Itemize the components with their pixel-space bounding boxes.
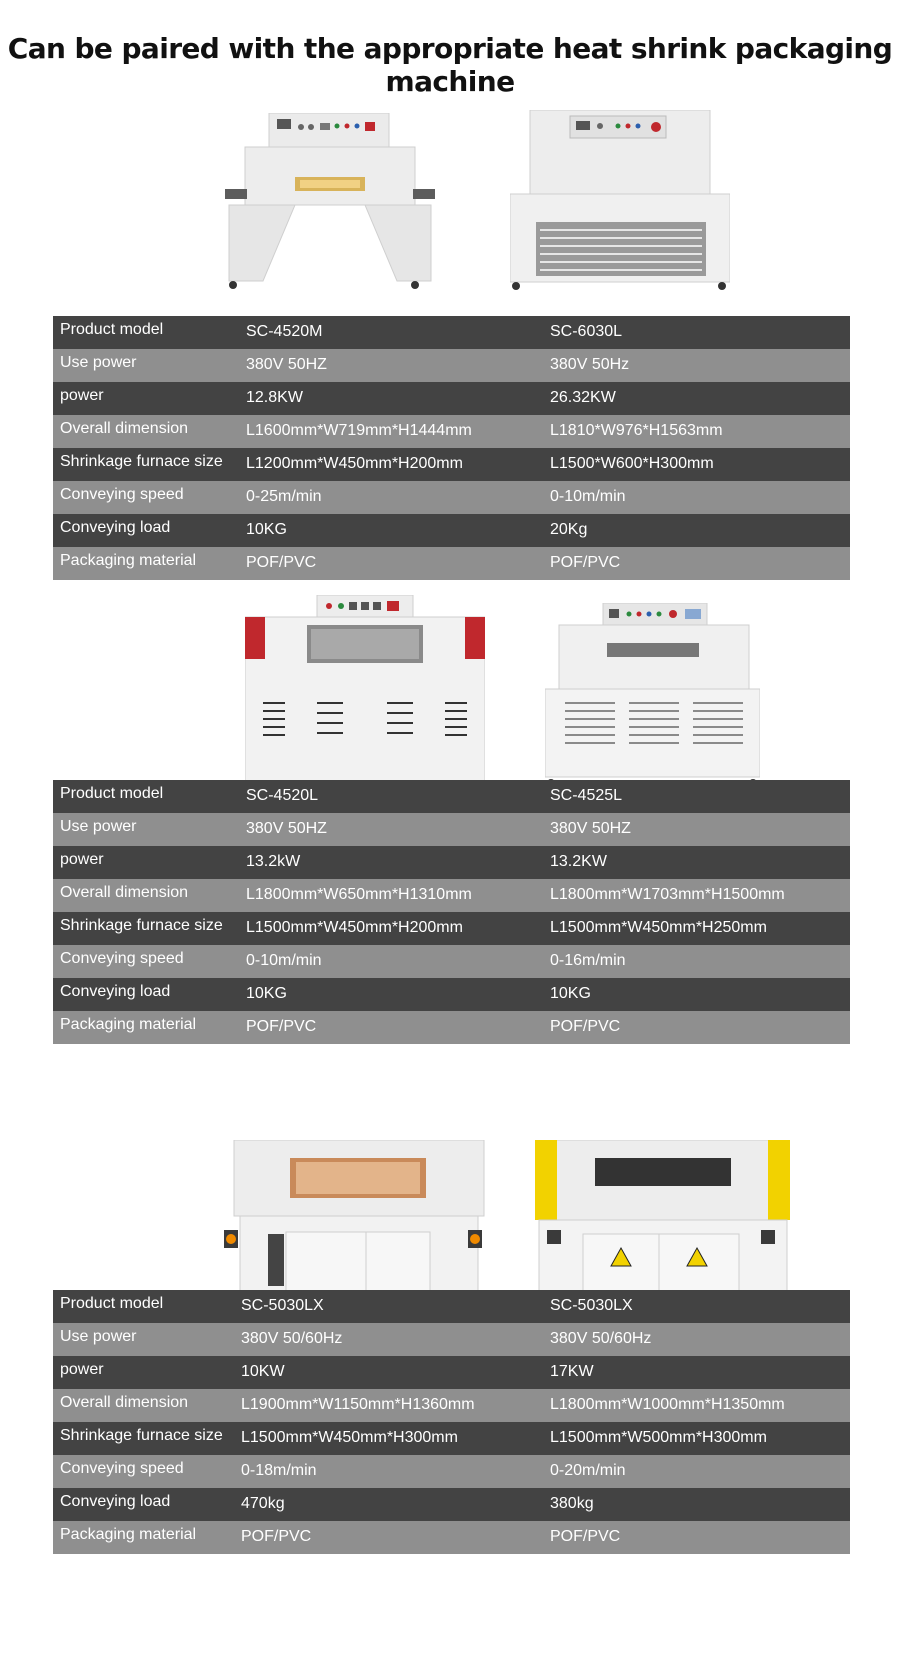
machine-image-sc-6030l	[510, 110, 730, 300]
spec-row-packaging-material: Packaging material POF/PVC POF/PVC	[53, 1011, 850, 1044]
spec-row-power: power 13.2kW 13.2KW	[53, 846, 850, 879]
machine-image-sc-4525l	[545, 603, 760, 793]
spec-row-furnace-size: Shrinkage furnace size L1500mm*W450mm*H300mm L1500mm*W500mm*H300mm	[53, 1422, 850, 1455]
spec-row-conveying-speed: Conveying speed 0-10m/min 0-16m/min	[53, 945, 850, 978]
machine-image-sc-4520m	[225, 113, 435, 298]
spec-row-use-power: Use power 380V 50/60Hz 380V 50/60Hz	[53, 1323, 850, 1356]
spec-table-3	[53, 1290, 850, 1554]
spec-row-overall-dimension: Overall dimension L1900mm*W1150mm*H1360mm L1800mm*W1000mm*H1350mm	[53, 1389, 850, 1422]
spec-row-furnace-size: Shrinkage furnace size L1200mm*W450mm*H200mm L1500*W600*H300mm	[53, 448, 850, 481]
spec-table-2	[53, 780, 850, 1044]
spec-row-power: power 12.8KW 26.32KW	[53, 382, 850, 415]
spec-row-use-power: Use power 380V 50HZ 380V 50HZ	[53, 813, 850, 846]
spec-row-conveying-load: Conveying load 10KG 10KG	[53, 978, 850, 1011]
page-headline: Can be paired with the appropriate heat shrink packaging machine	[7, 32, 893, 98]
spec-row-product-model: Product model SC-4520L SC-4525L	[53, 780, 850, 813]
spec-row-packaging-material: Packaging material POF/PVC POF/PVC	[53, 547, 850, 580]
spec-row-furnace-size: Shrinkage furnace size L1500mm*W450mm*H200mm L1500mm*W450mm*H250mm	[53, 912, 850, 945]
spec-row-product-model: Product model SC-5030LX SC-5030LX	[53, 1290, 850, 1323]
spec-row-conveying-speed: Conveying speed 0-18m/min 0-20m/min	[53, 1455, 850, 1488]
spec-row-overall-dimension: Overall dimension L1800mm*W650mm*H1310mm L1800mm*W1703mm*H1500mm	[53, 879, 850, 912]
machine-image-sc-4520l	[245, 595, 485, 800]
spec-row-conveying-load: Conveying load 470kg 380kg	[53, 1488, 850, 1521]
spec-row-overall-dimension: Overall dimension L1600mm*W719mm*H1444mm L1810*W976*H1563mm	[53, 415, 850, 448]
spec-row-power: power 10KW 17KW	[53, 1356, 850, 1389]
spec-row-packaging-material: Packaging material POF/PVC POF/PVC	[53, 1521, 850, 1554]
spec-table-1	[53, 316, 850, 580]
spec-row-use-power: Use power 380V 50HZ 380V 50Hz	[53, 349, 850, 382]
spec-row-conveying-speed: Conveying speed 0-25m/min 0-10m/min	[53, 481, 850, 514]
spec-row-conveying-load: Conveying load 10KG 20Kg	[53, 514, 850, 547]
spec-row-product-model: Product model SC-4520M SC-6030L	[53, 316, 850, 349]
